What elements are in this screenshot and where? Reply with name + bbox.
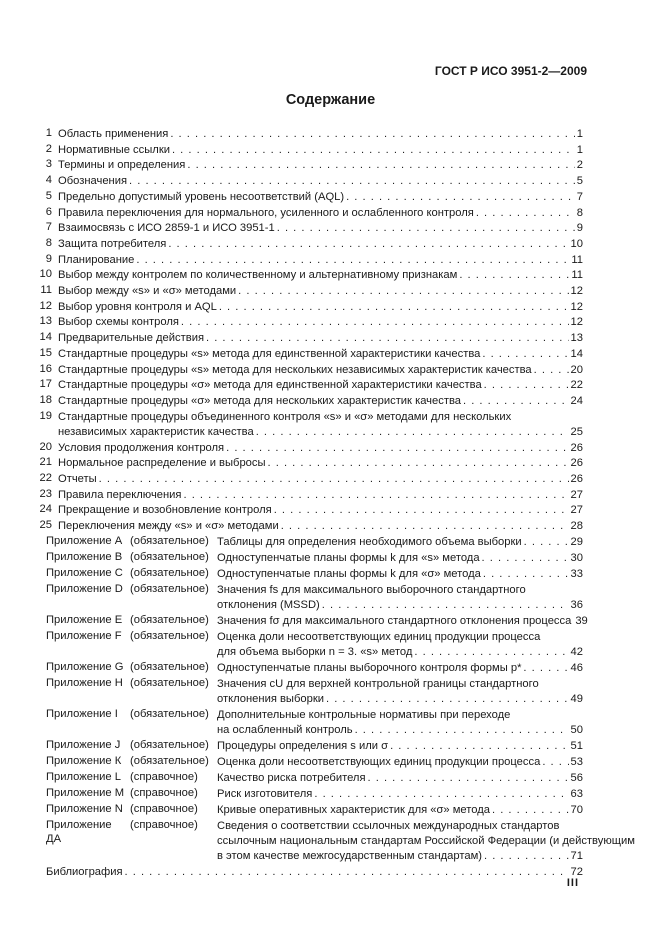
toc-section-number: 8 <box>45 236 52 249</box>
toc-line <box>58 424 583 439</box>
leader-dots <box>314 787 568 801</box>
leader-dots <box>542 755 568 769</box>
toc-section-number: 7 <box>45 221 52 234</box>
toc-line <box>217 582 583 597</box>
appendix-kind: (обязательное) <box>130 660 209 673</box>
toc-section-number: 1 <box>45 127 52 139</box>
toc-entry-text: Сведения о соответствии ссылочных международных стандартов <box>217 819 560 832</box>
leader-dots <box>482 551 569 565</box>
toc-entry-text: Значения fσ для максимального стандартного отклонения процесса <box>217 614 572 627</box>
toc-line <box>58 126 583 141</box>
toc-page-number: 5 <box>576 175 583 188</box>
toc-page-number: 12 <box>570 316 583 329</box>
appendix-label: Приложение J <box>46 739 121 752</box>
appendix-kind: (обязательное) <box>130 629 209 642</box>
toc-line <box>58 220 583 235</box>
toc-page-number: 72 <box>570 866 583 879</box>
toc-page-number: 28 <box>570 520 583 533</box>
toc-section-number: 13 <box>39 315 52 328</box>
toc-entry-text: Риск изготовителя <box>217 787 313 800</box>
leader-dots <box>184 488 569 502</box>
leader-dots <box>414 645 568 659</box>
leader-dots <box>136 253 569 267</box>
leader-dots <box>346 190 575 204</box>
toc-page-number: 14 <box>570 347 583 360</box>
leader-dots <box>168 237 568 251</box>
leader-dots <box>390 739 568 753</box>
toc-line <box>58 346 583 361</box>
toc-entry-text: для объема выборки n = 3. «s» метод <box>217 645 413 658</box>
toc-line <box>58 502 583 517</box>
toc-line <box>58 236 583 251</box>
toc-line <box>58 157 583 172</box>
appendix-label: Приложение N <box>46 802 123 815</box>
toc-line <box>58 314 583 329</box>
toc-line <box>58 330 583 345</box>
toc-entry-text: Выбор схемы контроля <box>58 316 179 329</box>
toc-section-number: 20 <box>39 440 52 453</box>
toc-page-number: 27 <box>570 488 583 501</box>
toc-entry-text: Защита потребителя <box>58 237 167 250</box>
toc-entry-text: Одноступенчатые планы выборочного контроля формы p* <box>217 661 522 674</box>
appendix-kind: (обязательное) <box>130 739 209 752</box>
toc-entry-text: Отчеты <box>58 473 97 485</box>
toc-line <box>58 205 583 220</box>
appendix-kind: (обязательное) <box>130 755 209 767</box>
appendix-kind: (справочное) <box>130 802 198 815</box>
toc-entry-text: Стандартные процедуры объединенного контроля «s» и «σ» методами для нескольких <box>58 410 512 423</box>
toc-page-number: 12 <box>570 285 583 297</box>
toc-page-number: 30 <box>570 551 583 564</box>
toc-entry-text: Планирование <box>58 253 135 266</box>
toc-page-number: 27 <box>570 504 583 517</box>
leader-dots <box>459 268 569 282</box>
toc-entry-text: Область применения <box>58 128 169 140</box>
leader-dots <box>129 174 575 188</box>
toc-page-number: 11 <box>571 269 583 282</box>
appendix-kind: (обязательное) <box>130 707 209 720</box>
appendix-label: Приложение ДА <box>46 818 112 845</box>
toc-line <box>58 487 583 502</box>
toc-entry-text: Дополнительные контрольные нормативы при переходе <box>217 708 511 721</box>
toc-entry-text: в этом качестве межгосударственным стандартам) <box>217 849 482 862</box>
toc-entry-text: Значения fs для максимального выборочного стандартного <box>217 583 526 596</box>
toc-line <box>217 566 583 581</box>
leader-dots <box>534 363 569 377</box>
appendix-label: Приложение С <box>46 566 123 579</box>
toc-page-number: 50 <box>570 723 583 736</box>
toc-section-number: 24 <box>39 503 52 516</box>
leader-dots <box>268 456 569 470</box>
toc-entry-text: Выбор между «s» и «σ» методами <box>58 285 237 297</box>
leader-dots <box>355 723 569 737</box>
toc-line <box>58 299 583 314</box>
toc-entry-text: Нормальное распределение и выбросы <box>58 457 266 470</box>
toc-section-number: 12 <box>39 299 52 312</box>
toc-page-number: 20 <box>570 363 583 376</box>
leader-dots <box>322 598 569 612</box>
leader-dots <box>523 661 568 675</box>
toc-entry-text: независимых характеристик качества <box>58 425 254 438</box>
leader-dots <box>238 284 568 298</box>
toc-line <box>217 802 583 817</box>
appendix-label: Приложение F <box>46 629 122 642</box>
toc-line <box>217 613 588 628</box>
toc-line <box>217 676 583 691</box>
toc-line <box>217 691 583 706</box>
toc-line <box>217 722 583 737</box>
toc-page-number: 29 <box>570 535 583 548</box>
toc-entry-text: Условия продолжения контроля <box>58 441 225 454</box>
leader-dots <box>187 158 574 172</box>
leader-dots <box>125 865 569 879</box>
appendix-kind: (обязательное) <box>130 566 209 579</box>
leader-dots <box>482 347 568 361</box>
leader-dots <box>256 425 569 439</box>
toc-entry-text: Предельно допустимый уровень несоответствий (AQL) <box>58 190 345 203</box>
toc-line <box>58 471 583 486</box>
toc-page-number: 56 <box>570 771 583 784</box>
toc-section-number: 21 <box>39 456 52 469</box>
toc-page-number: 39 <box>575 614 588 627</box>
toc-page-number: 8 <box>576 206 583 219</box>
toc-line <box>217 833 635 848</box>
leader-dots <box>463 394 569 408</box>
appendix-kind: (справочное) <box>130 786 198 799</box>
toc-section-number: 3 <box>45 158 52 171</box>
appendix-kind: (обязательное) <box>130 582 209 595</box>
toc-page-number: 1 <box>576 143 583 156</box>
toc-page-number: 26 <box>570 473 583 485</box>
appendix-label: Приложение М <box>46 786 125 799</box>
toc-section-number: 22 <box>39 472 52 484</box>
appendix-label: Приложение I <box>46 707 118 720</box>
toc-entry-text: Таблицы для определения необходимого объема выборки <box>217 535 522 548</box>
toc-section-number: 2 <box>45 142 52 155</box>
toc-entry-text: Оценка доли несоответствующих единиц продукции процесса <box>217 756 541 768</box>
toc-line <box>58 252 583 267</box>
appendix-kind: (обязательное) <box>130 534 209 547</box>
toc-section-number: 9 <box>45 252 52 265</box>
toc-section-number: 16 <box>39 362 52 375</box>
toc-entry-text: Взаимосвязь с ИСО 2859-1 и ИСО 3951-1 <box>58 222 275 235</box>
toc-section-number: 11 <box>40 284 52 296</box>
toc-entry-text: Стандартные процедуры «s» метода для нескольких независимых характеристик качества <box>58 363 532 376</box>
toc-page-number: 36 <box>570 598 583 611</box>
toc-entry-text: Выбор уровня контроля и AQL <box>58 300 217 313</box>
toc-bibliography-item[interactable] <box>46 864 583 879</box>
toc-line <box>58 267 583 282</box>
toc-line <box>58 440 583 455</box>
toc-page-number: 26 <box>570 441 583 454</box>
toc-entry-text: Правила переключения <box>58 488 182 501</box>
toc-line <box>217 738 583 753</box>
toc-line <box>58 409 583 424</box>
toc-section-number: 15 <box>39 346 52 359</box>
toc-section-number: 19 <box>39 409 52 422</box>
toc-entry-text: Стандартные процедуры «σ» метода для единственной характеристики качества <box>58 379 482 392</box>
leader-dots <box>226 441 568 455</box>
toc-page-number: 33 <box>570 567 583 580</box>
leader-dots <box>99 472 569 486</box>
appendix-label: Приложение Н <box>46 676 123 689</box>
toc-entry-text: Качество риска потребителя <box>217 771 366 784</box>
toc-line <box>217 786 583 801</box>
leader-dots <box>483 567 569 581</box>
toc-page-number: 71 <box>570 849 583 862</box>
toc-entry-text: Выбор между контролем по количественному и альтернативному признакам <box>58 269 458 282</box>
toc-page-number: 26 <box>570 457 583 470</box>
toc-section-number: 23 <box>39 487 52 500</box>
toc-section-number: 10 <box>39 268 52 281</box>
leader-dots <box>476 206 575 220</box>
document-code: ГОСТ Р ИСО 3951-2—2009 <box>434 64 587 78</box>
leader-dots <box>170 127 574 141</box>
toc-line <box>58 377 583 392</box>
appendix-kind: (обязательное) <box>130 676 209 689</box>
toc-page-number: 22 <box>570 379 583 392</box>
appendix-label: Приложение В <box>46 550 123 563</box>
leader-dots <box>484 378 569 392</box>
toc-entry-text: Прекращение и возобновление контроля <box>58 504 272 517</box>
toc-entry-text: Кривые оперативных характеристик для «σ» метода <box>217 803 490 816</box>
leader-dots <box>368 771 569 785</box>
leader-dots <box>281 519 569 533</box>
toc-entry-text: Процедуры определения s или σ <box>217 740 389 753</box>
toc-line <box>217 644 583 659</box>
leader-dots <box>524 535 569 549</box>
toc-line <box>58 189 583 204</box>
leader-dots <box>219 300 569 314</box>
toc-page-number: 25 <box>570 425 583 438</box>
toc-entry-text: Стандартные процедуры «s» метода для единственной характеристики качества <box>58 347 481 360</box>
toc-entry-text: Оценка доли несоответствующих единиц продукции процесса <box>217 630 541 643</box>
toc-entry-text: Стандартные процедуры «σ» метода для нескольких характеристик качества <box>58 394 461 407</box>
toc-entry-text: на ослабленный контроль <box>217 723 353 736</box>
leader-dots <box>274 503 569 517</box>
toc-line <box>217 848 583 863</box>
toc-page-number: 9 <box>576 222 583 235</box>
toc-entry-text: Библиография <box>46 866 123 879</box>
toc-entry-text: Значения cU для верхней контрольной границы стандартного <box>217 677 539 690</box>
toc-entry-text: Переключения между «s» и «σ» методами <box>58 520 279 533</box>
toc-page-number: 10 <box>570 237 583 250</box>
toc-section-number: 14 <box>39 331 52 344</box>
toc-page-number: 70 <box>570 803 583 816</box>
toc-line <box>58 142 583 157</box>
leader-dots <box>277 221 575 235</box>
toc-line <box>46 864 583 879</box>
leader-dots <box>181 315 569 329</box>
toc-entry-text: Одноступенчатые планы формы k для «σ» метода <box>217 567 481 580</box>
toc-entry-text: Предварительные действия <box>58 332 204 345</box>
toc-section-number: 5 <box>45 189 52 202</box>
toc-line <box>217 707 583 722</box>
appendix-label: Приложение А <box>46 534 123 547</box>
toc-entry-text: отклонения (MSSD) <box>217 598 320 611</box>
toc-entry-text: Обозначения <box>58 175 128 188</box>
toc-line <box>217 660 583 675</box>
toc-entry-text: Правила переключения для нормального, усиленного и ослабленного контроля <box>58 206 474 219</box>
toc-line <box>58 393 583 408</box>
toc-line <box>58 283 583 298</box>
appendix-kind: (справочное) <box>130 770 198 783</box>
leader-dots <box>484 849 569 863</box>
toc-line <box>58 362 583 377</box>
toc-line <box>217 770 583 785</box>
toc-entry-text: Термины и определения <box>58 159 186 172</box>
toc-page-number: 2 <box>576 159 583 172</box>
toc-section-number: 6 <box>45 205 52 218</box>
toc-section-number: 25 <box>39 519 52 532</box>
toc-line <box>58 518 583 533</box>
toc-page-number: 51 <box>570 740 583 753</box>
toc-page-number: 49 <box>570 692 583 705</box>
leader-dots <box>492 803 569 817</box>
appendix-label: Приложение G <box>46 660 124 673</box>
toc-line <box>217 550 583 565</box>
toc-section-number: 18 <box>39 393 52 406</box>
toc-entry-text: Одноступенчатые планы формы k для «s» метода <box>217 551 480 564</box>
toc-page-number: 42 <box>570 645 583 658</box>
toc-page-number: 24 <box>570 394 583 407</box>
appendix-label: Приложение L <box>46 770 121 783</box>
leader-dots <box>172 143 575 157</box>
toc-entry-text: ссылочным национальным стандартам Российской Федерации (и действующим <box>217 834 635 847</box>
toc-entry-text: Нормативные ссылки <box>58 143 170 156</box>
appendix-kind: (обязательное) <box>130 613 209 626</box>
toc-page-number: 1 <box>576 128 583 140</box>
appendix-kind: (справочное) <box>130 818 198 831</box>
appendix-label: Приложение Е <box>46 613 123 626</box>
leader-dots <box>326 692 569 706</box>
toc-line <box>217 534 583 549</box>
toc-page-number: 63 <box>570 787 583 800</box>
toc-page-number: 53 <box>570 756 583 768</box>
toc-page-number: 7 <box>576 190 583 203</box>
appendix-label: Приложение D <box>46 582 123 595</box>
toc-page-number: 11 <box>571 253 583 266</box>
toc-line <box>58 173 583 188</box>
toc-line <box>217 629 583 644</box>
toc-line <box>217 597 583 612</box>
toc-line <box>58 455 583 470</box>
toc-line <box>217 754 583 769</box>
toc-section-number: 17 <box>39 378 52 391</box>
toc-page-number: 13 <box>570 332 583 345</box>
page-number: III <box>566 877 579 889</box>
appendix-label: Приложение К <box>46 755 122 767</box>
toc-page-number: 46 <box>570 661 583 674</box>
page-title: Содержание <box>285 92 376 108</box>
toc-line <box>217 818 583 833</box>
appendix-kind: (обязательное) <box>130 550 209 563</box>
toc-entry-text: отклонения выборки <box>217 692 324 705</box>
toc-section-number: 4 <box>45 174 52 187</box>
toc-page-number: 12 <box>570 300 583 313</box>
leader-dots <box>206 331 569 345</box>
